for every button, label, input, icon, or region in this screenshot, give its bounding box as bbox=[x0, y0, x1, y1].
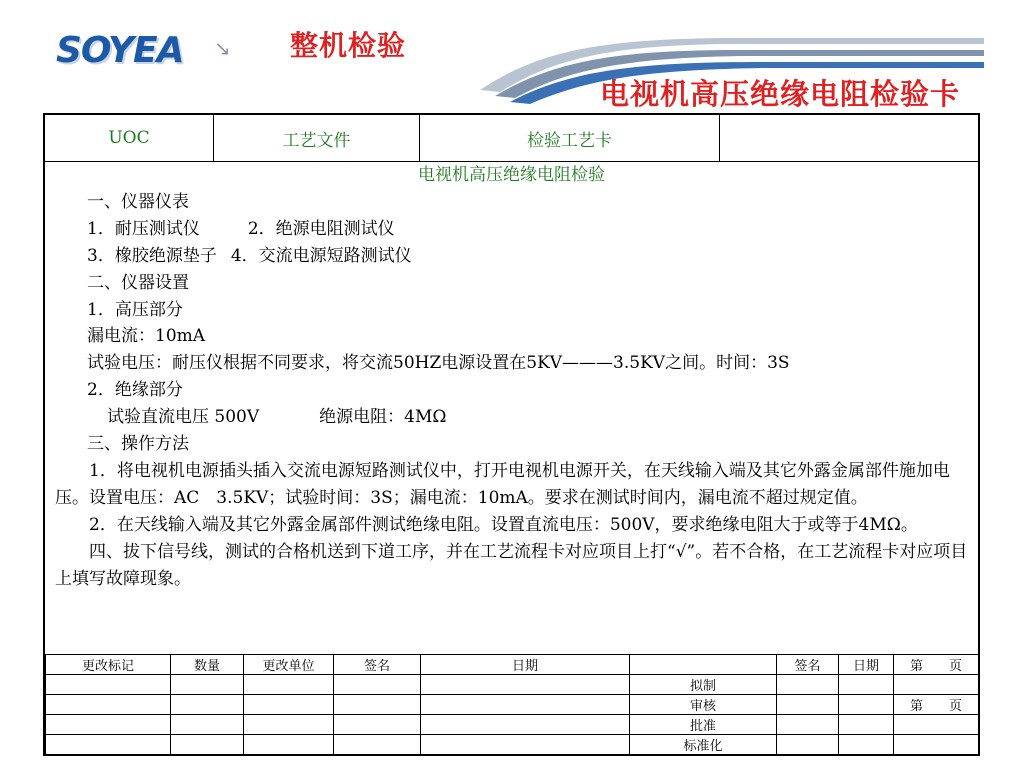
header-page: 第 页 bbox=[894, 655, 979, 675]
blank-cell bbox=[720, 115, 978, 161]
table-cell bbox=[421, 735, 630, 755]
table-row bbox=[46, 715, 979, 735]
row-label-approved: 批准 bbox=[630, 715, 777, 735]
dc-voltage: 试验直流电压 500V bbox=[107, 407, 260, 428]
table-cell bbox=[46, 675, 171, 695]
table-cell bbox=[244, 715, 334, 735]
card-type-cell: 检验工艺卡 bbox=[420, 115, 720, 161]
page-label-2: 第 页 bbox=[894, 695, 979, 715]
table-cell bbox=[839, 695, 894, 715]
table-cell bbox=[777, 735, 839, 755]
table-cell bbox=[244, 675, 334, 695]
table-cell bbox=[334, 715, 421, 735]
section-instruments-title: 一、仪器仪表 bbox=[87, 191, 189, 212]
insulation-resistance: 绝源电阻：4MΩ bbox=[319, 407, 447, 428]
table-cell bbox=[777, 695, 839, 715]
model-cell: UOC bbox=[45, 115, 214, 161]
table-row bbox=[46, 675, 979, 695]
table-cell bbox=[839, 675, 894, 695]
table-cell bbox=[171, 675, 244, 695]
table-cell bbox=[839, 715, 894, 735]
header-blank bbox=[630, 655, 777, 675]
table-cell bbox=[334, 675, 421, 695]
inspection-content bbox=[45, 162, 978, 654]
method-step-1: 1．将电视机电源插头插入交流电源短路测试仪中，打开电视机电源开关，在天线输入端及其它外露金属部件施加电压。设置电压：AC 3.5KV；试验时间：3S；漏电流：10mA。要求在测试时间内，漏电流不超过规定值。 bbox=[55, 460, 950, 508]
table-cell bbox=[894, 735, 979, 755]
section-settings-title: 二、仪器设置 bbox=[87, 272, 189, 293]
table-cell bbox=[421, 715, 630, 735]
header-date: 日期 bbox=[421, 655, 630, 675]
method-step-2: 2．在天线输入端及其它外露金属部件测试绝缘电阻。设置直流电压：500V，要求绝缘电阻大于或等于4MΩ。 bbox=[89, 514, 918, 535]
table-cell bbox=[839, 735, 894, 755]
leakage-current: 漏电流：10mA bbox=[87, 326, 206, 347]
table-cell bbox=[421, 675, 630, 695]
header-subtitle: 电视机高压绝缘电阻检验卡 bbox=[599, 77, 960, 111]
table-cell bbox=[421, 695, 630, 715]
table-cell bbox=[894, 715, 979, 735]
section-final-step: 四、拔下信号线，测试的合格机送到下道工序，并在工艺流程卡对应项目上打“√”。若不合格，在工艺流程卡对应项目上填写故障现象。 bbox=[55, 541, 968, 589]
insulation-subtitle: 2．绝缘部分 bbox=[87, 380, 183, 401]
table-cell bbox=[894, 675, 979, 695]
revision-header-row bbox=[46, 655, 979, 675]
instrument-item: 3．橡胶绝源垫子 bbox=[87, 245, 217, 266]
table-cell bbox=[46, 715, 171, 735]
section-method-title: 三、操作方法 bbox=[87, 434, 189, 455]
header-change-unit: 更改单位 bbox=[244, 655, 334, 675]
doc-type-cell: 工艺文件 bbox=[214, 115, 420, 161]
instrument-row-2 bbox=[55, 243, 968, 270]
soyea-logo: SOYEA bbox=[56, 30, 184, 71]
header-signature: 签名 bbox=[334, 655, 421, 675]
test-voltage: 试验电压：耐压仪根据不同要求，将交流50HZ电源设置在5KV———3.5KV之间。时间：3S bbox=[87, 353, 790, 374]
content-title: 电视机高压绝缘电阻检验 bbox=[418, 165, 605, 185]
table-cell bbox=[244, 695, 334, 715]
instrument-item: 4．交流电源短路测试仪 bbox=[230, 245, 412, 266]
header-change-mark: 更改标记 bbox=[46, 655, 171, 675]
logo-arrow-icon: ↘ bbox=[214, 36, 231, 60]
table-cell bbox=[777, 715, 839, 735]
inspection-card bbox=[43, 113, 980, 756]
table-cell bbox=[334, 695, 421, 715]
header-date-2: 日期 bbox=[839, 655, 894, 675]
header-quantity: 数量 bbox=[171, 655, 244, 675]
table-row bbox=[46, 735, 979, 755]
table-cell bbox=[171, 695, 244, 715]
table-cell bbox=[334, 735, 421, 755]
revision-table bbox=[45, 654, 979, 755]
table-cell bbox=[46, 735, 171, 755]
document-info-row bbox=[45, 115, 978, 162]
table-row bbox=[46, 695, 979, 715]
header-title: 整机检验 bbox=[290, 29, 407, 62]
table-cell bbox=[171, 715, 244, 735]
instrument-item: 2．绝源电阻测试仪 bbox=[247, 218, 395, 239]
table-cell bbox=[46, 695, 171, 715]
insulation-settings bbox=[55, 404, 968, 431]
row-label-standardized: 标准化 bbox=[630, 735, 777, 755]
table-cell bbox=[777, 675, 839, 695]
instrument-row-1 bbox=[55, 216, 968, 243]
row-label-drafted: 拟制 bbox=[630, 675, 777, 695]
table-cell bbox=[171, 735, 244, 755]
high-voltage-subtitle: 1．高压部分 bbox=[87, 299, 183, 320]
row-label-reviewed: 审核 bbox=[630, 695, 777, 715]
instrument-item: 1．耐压测试仪 bbox=[87, 218, 200, 239]
table-cell bbox=[244, 735, 334, 755]
header-signature-2: 签名 bbox=[777, 655, 839, 675]
